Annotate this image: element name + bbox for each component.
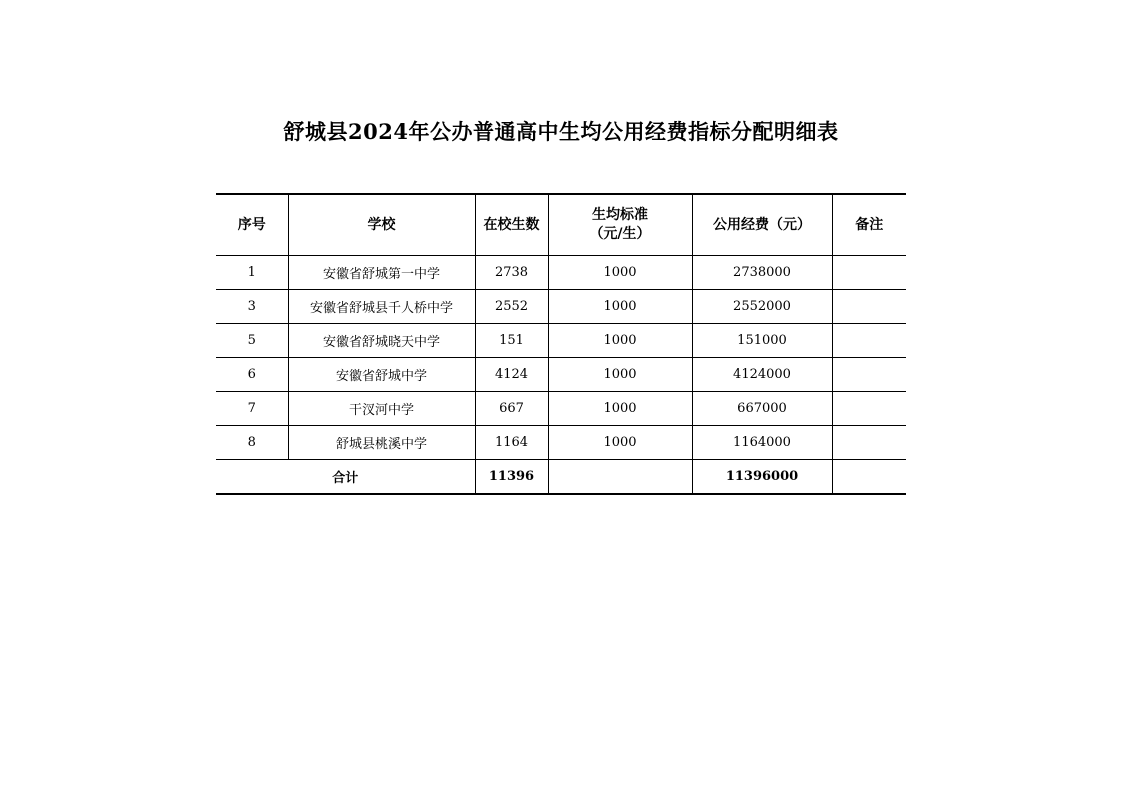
header-remarks: 备注: [832, 194, 906, 256]
cell-remarks: [832, 358, 906, 392]
allocation-table: [216, 193, 906, 495]
cell-remarks: [832, 392, 906, 426]
total-standard: [548, 460, 692, 495]
cell-remarks: [832, 426, 906, 460]
cell-index: 1: [216, 256, 288, 290]
cell-students: 4124: [475, 358, 548, 392]
total-label: 合计: [216, 460, 475, 495]
cell-remarks: [832, 256, 906, 290]
header-school: 学校: [288, 194, 475, 256]
total-remarks: [832, 460, 906, 495]
table-row: [216, 392, 906, 426]
cell-index: 5: [216, 324, 288, 358]
cell-index: 3: [216, 290, 288, 324]
cell-index: 6: [216, 358, 288, 392]
cell-students: 667: [475, 392, 548, 426]
cell-standard: 1000: [548, 324, 692, 358]
table-header-row: [216, 194, 906, 256]
cell-standard: 1000: [548, 358, 692, 392]
cell-index: 8: [216, 426, 288, 460]
cell-school: 安徽省舒城晓天中学: [288, 324, 475, 358]
cell-school: 安徽省舒城第一中学: [288, 256, 475, 290]
header-index: 序号: [216, 194, 288, 256]
cell-funding: 667000: [692, 392, 832, 426]
cell-students: 2738: [475, 256, 548, 290]
cell-school: 干汊河中学: [288, 392, 475, 426]
page-title: 舒城县2024年公办普通高中生均公用经费指标分配明细表: [283, 119, 839, 144]
cell-students: 2552: [475, 290, 548, 324]
cell-standard: 1000: [548, 290, 692, 324]
cell-funding: 151000: [692, 324, 832, 358]
total-students: 11396: [475, 460, 548, 495]
cell-school: 舒城县桃溪中学: [288, 426, 475, 460]
header-students: 在校生数: [475, 194, 548, 256]
cell-remarks: [832, 324, 906, 358]
cell-funding: 1164000: [692, 426, 832, 460]
table-row: [216, 324, 906, 358]
header-funding: 公用经费（元）: [692, 194, 832, 256]
total-funding: 11396000: [692, 460, 832, 495]
table-row: [216, 426, 906, 460]
cell-funding: 2552000: [692, 290, 832, 324]
table-row: [216, 290, 906, 324]
total-row: [216, 460, 906, 495]
header-standard-line1: 生均标准: [592, 207, 648, 223]
cell-funding: 4124000: [692, 358, 832, 392]
table-row: [216, 358, 906, 392]
table-row: [216, 256, 906, 290]
header-standard: [548, 194, 692, 256]
cell-index: 7: [216, 392, 288, 426]
cell-school: 安徽省舒城县千人桥中学: [288, 290, 475, 324]
cell-school: 安徽省舒城中学: [288, 358, 475, 392]
cell-standard: 1000: [548, 392, 692, 426]
cell-standard: 1000: [548, 426, 692, 460]
cell-standard: 1000: [548, 256, 692, 290]
cell-remarks: [832, 290, 906, 324]
cell-students: 1164: [475, 426, 548, 460]
cell-funding: 2738000: [692, 256, 832, 290]
header-standard-line2: （元/生）: [589, 226, 651, 242]
cell-students: 151: [475, 324, 548, 358]
